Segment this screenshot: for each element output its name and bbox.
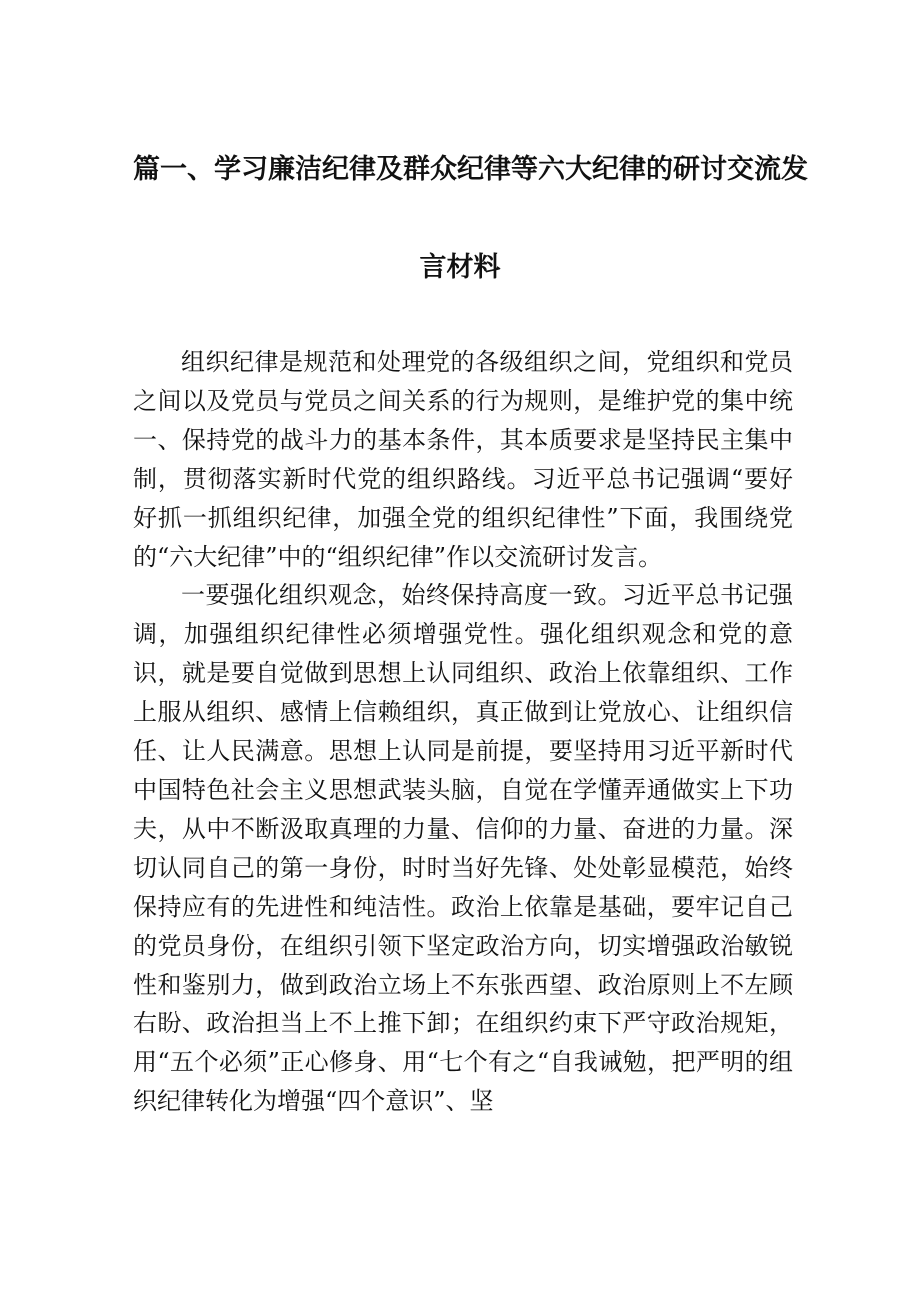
document-body xyxy=(133,343,793,1121)
document-title-line-2: 言材料 xyxy=(419,252,501,283)
paragraph-organizational-discipline-intro: 组织纪律是规范和处理党的各级组织之间，党组织和党员之间以及党员与党员之间关系的行为规则，是维护党的集中统一、保持党的战斗力的基本条件，其本质要求是坚持民主集中制，贯彻落实新时代党的组织路线。习近平总书记强调“要好好抓一抓组织纪律，加强全党的组织纪律性”下面，我围绕党的“六大纪律”中的“组织纪律”作以交流研讨发言。 xyxy=(133,348,793,571)
document-title-line-1: 篇一、学习廉洁纪律及群众纪律等六大纪律的研讨交流发 xyxy=(133,154,808,185)
paragraph-strengthen-organizational-concept: 一要强化组织观念，始终保持高度一致。习近平总书记强调，加强组织纪律性必须增强党性。强化组织观念和党的意识，就是要自觉做到思想上认同组织、政治上依靠组织、工作上服从组织、感情上信赖组织，真正做到让党放心、让组织信任、让人民满意。思想上认同是前提，要坚持用习近平新时代中国特色社会主义思想武装头脑，自觉在学懂弄通做实上下功夫，从中不断汲取真理的力量、信仰的力量、奋进的力量。深切认同自己的第一身份，时时当好先锋、处处彰显模范，始终保持应有的先进性和纯洁性。政治上依靠是基础，要牢记自己的党员身份，在组织引领下坚定政治方向，切实增强政治敏锐性和鉴别力，做到政治立场上不东张西望、政治原则上不左顾右盼、政治担当上不上推下卸；在组织约束下严守政治规矩，用“五个必须”正心修身、用“七个有之“自我诫勉，把严明的组织纪律转化为增强“四个意识”、坚 xyxy=(133,581,793,1116)
